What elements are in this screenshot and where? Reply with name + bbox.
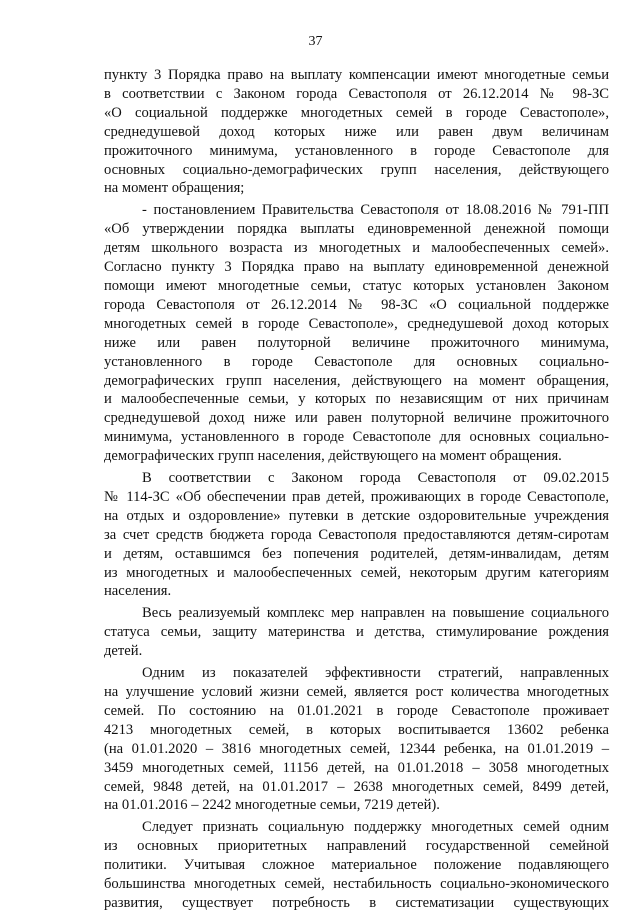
paragraph-line: статуса семьи, защиту материнства и детства, стимулирование рождения: [104, 624, 609, 641]
paragraph: [104, 818, 609, 913]
paragraph-line: на улучшение условий жизни семей, является рост количества многодетных: [104, 684, 609, 700]
paragraph-line: установленного в городе Севастополе для основных социально-: [104, 353, 609, 370]
paragraph-line: помощи имеют многодетные семьи, статус которых установлен Законом: [104, 277, 609, 294]
paragraph: [104, 604, 609, 661]
paragraph-line: (на 01.01.2020 – 3816 многодетных семей, 12344 ребенка, на 01.01.2019 –: [104, 740, 609, 757]
paragraph-line: минимума, установленного в городе Севастополе для основных социально-: [104, 429, 609, 446]
paragraph-line: населения.: [104, 583, 172, 600]
paragraph: [104, 201, 609, 466]
paragraph-line: среднедушевой доход ниже или равен полуторной величине прожиточного: [104, 410, 609, 427]
paragraph-line: демографических групп населения, действующего на момент обращения.: [104, 448, 562, 465]
paragraph: [104, 469, 609, 601]
paragraph: [104, 66, 609, 198]
paragraph-line: за счет средств бюджета города Севастополя предоставляются детям-сиротам: [104, 526, 609, 543]
paragraph-line: - постановлением Правительства Севастополя от 18.08.2016 № 791-ПП: [142, 202, 609, 219]
paragraph-line: многодетных семей в городе Севастополе», среднедушевой доход которых: [104, 315, 609, 332]
paragraph-line: и детям, оставшимся без попечения родителей, детям-инвалидам, детям: [104, 545, 609, 562]
paragraph-line: «Об утверждении порядка выплаты единовременной денежной помощи: [104, 221, 609, 238]
paragraph-line: из основных приоритетных направлений государственной семейной: [104, 838, 609, 855]
paragraph: [104, 664, 609, 815]
paragraph-line: большинства многодетных семей, нестабильность социально-экономического: [104, 876, 609, 893]
paragraph-line: на 01.01.2016 – 2242 многодетные семьи, 7219 детей).: [104, 797, 440, 814]
paragraph-line: Согласно пункту 3 Порядка право на выплату единовременной денежной: [104, 259, 609, 276]
paragraph-line: на отдых и оздоровление» путевки в детские оздоровительные учреждения: [104, 507, 609, 524]
paragraph-line: и малообеспеченные семьи, у которых по независящим от них причинам: [104, 391, 609, 408]
paragraph-line: ниже или равен полуторной величине прожиточного минимума,: [104, 334, 609, 351]
paragraph-line: на момент обращения;: [104, 180, 245, 197]
document-body: [104, 66, 609, 913]
paragraph-line: 3459 многодетных семей, 11156 детей, на 01.01.2018 – 3058 многодетных: [104, 759, 609, 776]
paragraph-line: Следует признать социальную поддержку многодетных семей одним: [142, 819, 609, 836]
paragraph-line: среднедушевой доход которых ниже или равен двум величинам: [104, 123, 609, 140]
paragraph-line: города Севастополя от 26.12.2014 № 98-ЗС «О социальной поддержке: [104, 296, 609, 313]
paragraph-line: в соответствии с Законом города Севастополя от 26.12.2014 № 98-ЗС: [104, 85, 609, 102]
paragraph-line: пункту 3 Порядка право на выплату компенсации имеют многодетные семьи: [104, 67, 609, 83]
paragraph-line: развития, существует потребность в систематизации существующих: [104, 894, 609, 911]
paragraph-line: семей. По состоянию на 01.01.2021 в городе Севастополе проживает: [104, 702, 609, 719]
paragraph-line: В соответствии с Законом города Севастополя от 09.02.2015: [142, 470, 609, 487]
paragraph-line: 4213 многодетных семей, в которых воспитывается 13602 ребенка: [104, 721, 609, 738]
paragraph-line: Весь реализуемый комплекс мер направлен на повышение социального: [142, 605, 609, 622]
paragraph-line: «О социальной поддержке многодетных семей в городе Севастополе»,: [104, 104, 609, 121]
paragraph-line: семей, 9848 детей, на 01.01.2017 – 2638 многодетных семей, 8499 детей,: [104, 778, 609, 795]
paragraph-line: политики. Учитывая сложное материальное положение подавляющего: [104, 857, 609, 874]
paragraph-line: детей.: [104, 643, 143, 660]
page-number: 37: [308, 34, 323, 49]
paragraph-line: № 114-ЗС «Об обеспечении прав детей, проживающих в городе Севастополе,: [104, 488, 609, 505]
paragraph-line: из многодетных и малообеспеченных семей, некоторым другим категориям: [104, 564, 609, 581]
paragraph-line: основных социально-демографических групп населения, действующего: [104, 161, 609, 178]
paragraph-line: прожиточного минимума, установленного в городе Севастополе для: [104, 142, 609, 159]
paragraph-line: Одним из показателей эффективности стратегий, направленных: [142, 665, 609, 682]
paragraph-line: детям школьного возраста из многодетных и малообеспеченных семей».: [104, 240, 609, 257]
paragraph-line: демографических групп населения, действующего на момент обращения,: [104, 372, 609, 389]
